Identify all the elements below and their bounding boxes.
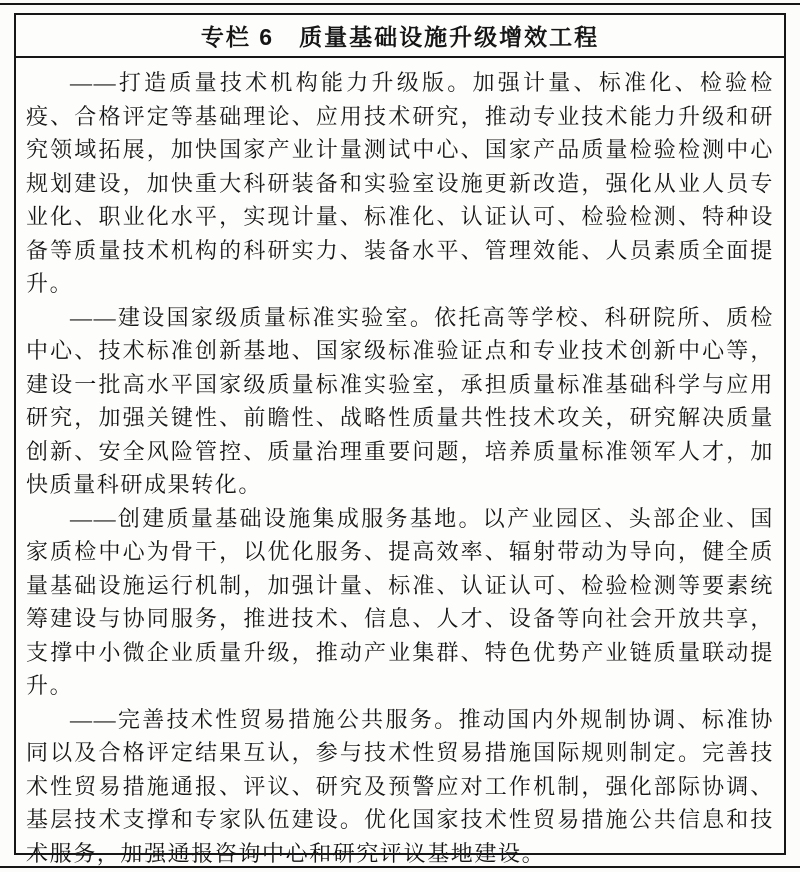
panel-body (16, 58, 784, 870)
paragraph-technical-trade-measures: ——完善技术性贸易措施公共服务。推动国内外规制协调、标准协同以及合格评定结果互认，参与技术性贸易措施国际规则制定。完善技术性贸易措施通报、评议、研究及预警应对工作机制，强化部际协调、基层技术支撑和专家队伍建设。优化国家技术性贸易措施公共信息和技术服务，加强通报咨询中心和研究评议基地建设。 (26, 706, 774, 866)
page-bottom-rule (0, 866, 800, 868)
column-6-panel (14, 13, 786, 866)
paragraph-quality-tech-institutions: ——打造质量技术机构能力升级版。加强计量、标准化、检验检疫、合格评定等基础理论、应用技术研究，推动专业技术能力升级和研究领域拓展，加快国家产业计量测试中心、国家产品质量检验检测中心规划建设，加快重大科研装备和实验室设施更新改造，强化从业人员专业化、职业化水平，实现计量、标准化、认证认可、检验检测、特种设备等质量技术机构的科研实力、装备水平、管理效能、人员素质全面提升。 (26, 70, 774, 296)
page-top-rule (0, 3, 800, 5)
panel-title: 专栏 6 质量基础设施升级增效工程 (16, 15, 784, 58)
paragraph-integrated-service-bases: ——创建质量基础设施集成服务基地。以产业园区、头部企业、国家质检中心为骨干，以优化服务、提高效率、辐射带动为导向，健全质量基础设施运行机制，加强计量、标准、认证认可、检验检测等要素统筹建设与协同服务，推进技术、信息、人才、设备等向社会开放共享，支撑中小微企业质量升级，推动产业集群、特色优势产业链质量联动提升。 (26, 505, 774, 698)
paragraph-national-quality-standard-labs: ——建设国家级质量标准实验室。依托高等学校、科研院所、质检中心、技术标准创新基地、国家级标准验证点和专业技术创新中心等，建设一批高水平国家级质量标准实验室，承担质量标准基础科学与应用研究，加强关键性、前瞻性、战略性质量共性技术攻关，研究解决质量创新、安全风险管控、质量治理重要问题，培养质量标准领军人才，加快质量科研成果转化。 (26, 304, 774, 497)
